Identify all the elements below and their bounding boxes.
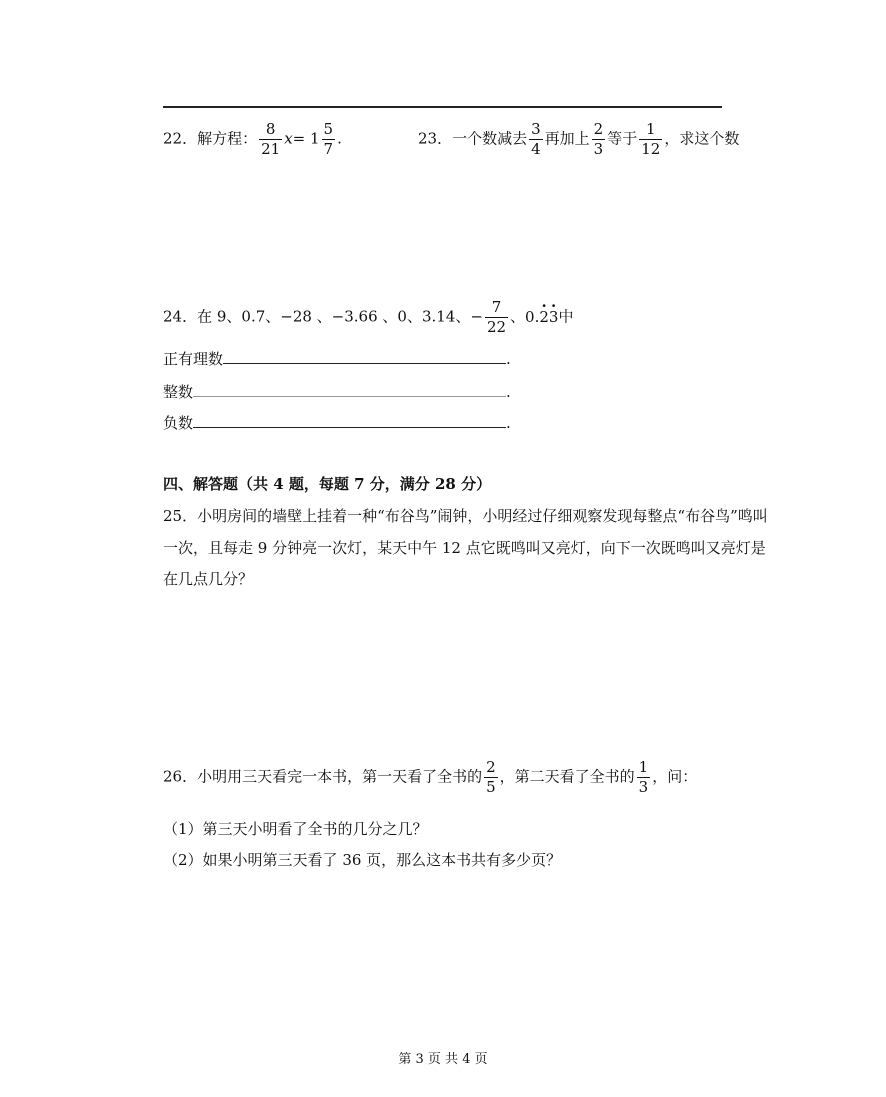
q24-negative-sign: − <box>470 307 483 326</box>
q22-mixed-den: 7 <box>323 140 334 158</box>
answer-line-label: 负数 <box>163 414 194 432</box>
q26-f2-num: 1 <box>638 758 649 776</box>
q22-label: 22．解方程： <box>163 129 258 148</box>
q23-fraction-1 <box>529 122 543 157</box>
q23-text-1: 再加上 <box>544 129 590 148</box>
q26-text-2: ，问： <box>652 767 698 786</box>
q26-f1-den: 5 <box>486 778 496 796</box>
q23-label: 23．一个数减去 <box>418 129 528 148</box>
q26-f1-num: 2 <box>486 758 496 776</box>
q25-line-2: 一次，且每走 9 分钟亮一次灯，某天中午 12 点它既鸣叫又亮灯，向下一次既鸣叫又亮灯是 <box>163 539 766 557</box>
q24-fraction <box>485 300 508 335</box>
question-24 <box>163 300 573 335</box>
q24-rep-digit-1: · 2 <box>539 308 549 326</box>
answer-line-end: . <box>506 414 511 432</box>
q24-frac-den: 22 <box>486 318 507 336</box>
answer-line-end: . <box>506 383 511 401</box>
q23-f1-num: 3 <box>531 120 541 138</box>
q24-separator: 、 <box>510 307 526 326</box>
q23-fraction-2 <box>592 122 606 157</box>
q23-f1-den: 4 <box>531 140 541 158</box>
answer-line-end: . <box>506 350 511 368</box>
q23-fraction-3 <box>639 122 662 157</box>
q23-f3-num: 1 <box>645 120 656 138</box>
q26-f2-den: 3 <box>638 778 649 796</box>
answer-line-negatives <box>163 412 511 433</box>
q24-repeating-decimal <box>525 308 558 326</box>
q22-equals: = 1 <box>292 129 320 148</box>
q26-fraction-1 <box>484 760 498 795</box>
q23-f2-den: 3 <box>593 140 604 158</box>
answer-blank[interactable] <box>223 349 506 364</box>
question-23 <box>418 122 739 157</box>
q24-label: 24．在 9、0.7、−28 、−3.66 、0、3.14、 <box>163 307 471 326</box>
q22-frac-num: 8 <box>265 120 276 138</box>
answer-line-integers <box>163 381 511 402</box>
answer-line-label: 整数 <box>163 383 194 401</box>
q22-frac-den: 21 <box>261 140 281 158</box>
q23-text-3: ，求这个数 <box>664 129 740 148</box>
answer-line-positive-rational <box>163 348 511 369</box>
q23-f2-num: 2 <box>593 120 604 138</box>
q22-fraction <box>259 122 282 157</box>
q24-rep-digit-2: · 3 <box>549 308 559 326</box>
q26-sub-2: （2）如果小明第三天看了 36 页，那么这本书共有多少页？ <box>163 851 562 869</box>
q24-rep-whole: 0. <box>525 307 540 326</box>
section-heading: 四、解答题（共 4 题，每题 7 分，满分 28 分） <box>163 475 492 493</box>
q22-mixed-fraction <box>322 122 336 157</box>
header-rule <box>163 106 722 108</box>
answer-blank[interactable] <box>193 382 506 397</box>
question-22 <box>163 122 342 157</box>
q23-text-2: 等于 <box>607 129 638 148</box>
q25-line-1: 25．小明房间的墙壁上挂着一种“布谷鸟”闹钟，小明经过仔细观察发现每整点“布谷鸟”鸣叫 <box>163 507 768 525</box>
q22-mixed-num: 5 <box>323 120 334 138</box>
answer-blank[interactable] <box>193 413 506 428</box>
q24-end: 中 <box>558 307 574 326</box>
q26-label: 26．小明用三天看完一本书，第一天看了全书的 <box>163 767 483 786</box>
q26-text-1: ，第二天看了全书的 <box>499 767 635 786</box>
q24-frac-num: 7 <box>491 298 502 316</box>
q25-line-3: 在几点几分？ <box>163 570 254 588</box>
q22-variable: x <box>284 129 293 148</box>
question-26 <box>163 760 697 795</box>
q26-fraction-2 <box>637 760 651 795</box>
q22-end: . <box>337 129 342 148</box>
q26-sub-1: （1）第三天小明看了全书的几分之几？ <box>163 820 428 838</box>
answer-line-label: 正有理数 <box>163 350 224 368</box>
q23-f3-den: 12 <box>641 140 661 158</box>
page-footer: 第 3 页 共 4 页 <box>398 1052 488 1067</box>
